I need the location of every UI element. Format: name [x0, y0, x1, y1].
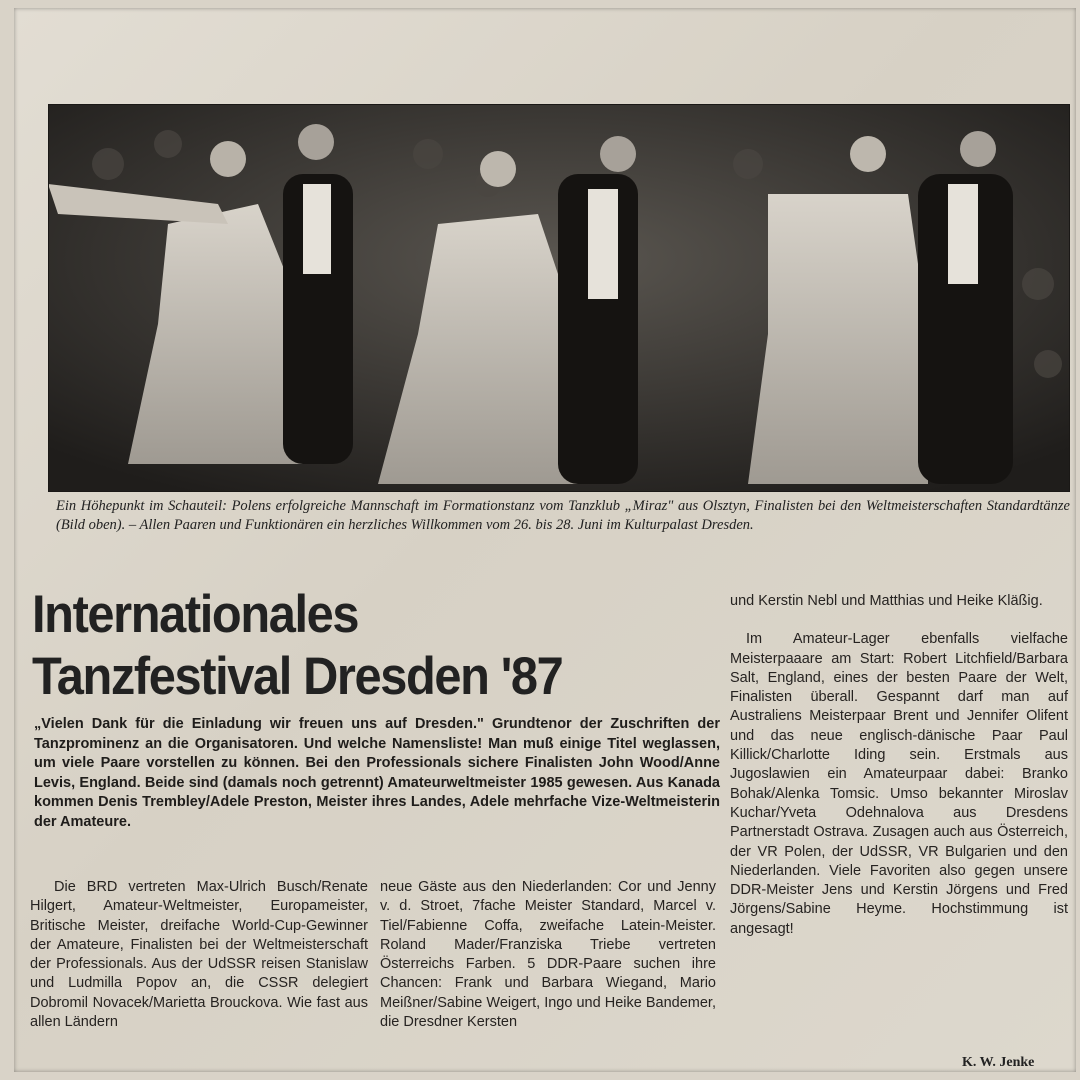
dance-formation-photo — [48, 104, 1070, 492]
column-1-text: Die BRD vertreten Max-Ulrich Busch/Renate Hilgert, Amateur-Weltmeister, Europameister, Britische Meister, dreifache World-Cup-Gewinner der Amateure, Finalisten bei der Weltmeisterschaft der Professionals. Aus der UdSSR reisen Stanislaw und Ludmilla Popov an, die CSSR delegiert Dobromil Novacek/Marietta Brouckova. Wie fast aus allen Ländern — [30, 879, 368, 1031]
photo-caption: Ein Höhepunkt im Schauteil: Polens erfolgreiche Mannschaft im Formationstanz vom Tanzklub „Miraz" aus Olsztyn, Finalisten bei den Weltmeisterschaften Standardtänze (Bild oben). – Allen Paaren und Funktionären ein herzliches Willkommen vom 26. bis 28. Juni im Kulturpalast Dresden. — [56, 498, 1070, 533]
article-headline — [32, 584, 658, 708]
author-byline: K. W. Jenke — [962, 1055, 1035, 1070]
column-3-paragraph-1: und Kerstin Nebl und Matthias und Heike Kläßig. — [730, 593, 1043, 609]
column-2-text: neue Gäste aus den Niederlanden: Cor und Jenny v. d. Stroet, 7fache Meister Standard, Marcel v. Tiel/Fabienne Coffa, zweifache Latein-Meister. Roland Mader/Franziska Triebe vertreten Österreichs Farben. 5 DDR-Paare suchen ihre Chancen: Frank und Barbara Wiegand, Mario Meißner/Sabine Weigert, Ingo und Heike Bandemer, die Dresdner Kersten — [380, 879, 716, 1031]
article-column-2 — [380, 878, 716, 1032]
article-column-1 — [30, 878, 368, 1032]
column-3-paragraph-2: Im Amateur-Lager ebenfalls vielfache Meisterpaaare am Start: Robert Litchfield/Barbara Salt, England, eines der besten Paare der Welt, Finalisten überall. Gespannt darf man auf Australiens Meisterpaar Brent und Jennifer Olifent und das neue englisch-dänische Paar Paul Killick/Charlotte Iding sein. Erstmals aus Jugoslawien ein Amateurpaar dabei: Branko Bohak/Alenka Tomsic. Umso bekannter Miroslav Kuchar/Yveta Odehnalova aus Dresdens Partnerstadt Ostrava. Zusagen auch aus Österreich, der VR Polen, der UdSSR, VR Bulgarien und den Niederlanden. Viele Favoriten also gegen unsere DDR-Meister Jens und Kerstin Jörgens und Fred Jörgens/Sabine Heyme. Hochstimmung ist angesagt! — [730, 631, 1068, 937]
headline-line-1: Internationales — [32, 585, 359, 644]
headline-line-2: Tanzfestival Dresden '87 — [32, 647, 563, 706]
article-lead-paragraph: „Vielen Dank für die Einladung wir freuen uns auf Dresden." Grundtenor der Zuschriften der Tanzprominenz an die Organisatoren. Und welche Namensliste! Man muß einige Titel weglassen, um viele Paare vorstellen zu können. Bei den Professionals sichere Finalisten John Wood/Anne Levis, England. Beide sind (damals noch getrennt) Amateurweltmeister 1985 gewesen. Aus Kanada kommen Denis Trembley/Adele Preston, Meister ihres Landes, Adele mehrfache Vize-Weltmeisterin der Amateure. — [34, 716, 720, 830]
article-column-3 — [730, 592, 1068, 939]
